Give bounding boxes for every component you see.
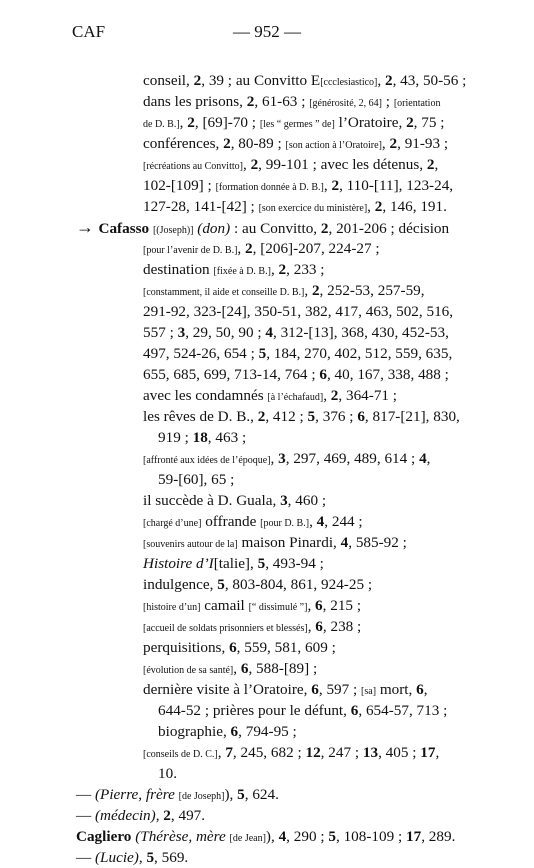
index-text: 655, 685, 699, 713-14, 764 ; [143, 366, 320, 383]
index-line [143, 322, 449, 343]
index-line [143, 616, 361, 639]
index-text: 2 [163, 807, 171, 824]
index-text: les rêves de D. B., [143, 408, 258, 425]
index-text: 5 [257, 555, 266, 572]
index-text: 5 [307, 408, 316, 425]
index-text: , 597 ; [318, 681, 362, 698]
index-text: , 184, 270, 402, 512, 559, 635, [266, 345, 453, 362]
index-text: , [323, 387, 331, 404]
index-text: 557 ; [143, 324, 178, 341]
index-text: , 244 ; [324, 513, 363, 530]
index-text: avec les condamnés [143, 387, 268, 404]
index-text: , 80-89 ; [230, 135, 286, 152]
index-line [158, 700, 447, 721]
index-text: , 817-[21], 830, [364, 408, 460, 425]
index-line [158, 763, 177, 784]
index-text: , [138, 849, 147, 866]
index-line [143, 595, 361, 618]
index-text: mort, [376, 681, 417, 698]
index-text: perquisitions, [143, 639, 230, 656]
index-text: [(Joseph)] [152, 225, 194, 236]
index-text: , 569. [154, 849, 189, 866]
index-text: , 61-63 ; [254, 93, 310, 110]
index-text: 2 [406, 114, 414, 131]
index-line [143, 343, 452, 364]
index-text: — [76, 786, 95, 803]
index-text: , 585-92 ; [348, 534, 407, 551]
index-text: de D. B.] [143, 119, 180, 130]
index-line [76, 826, 455, 849]
index-line [143, 532, 407, 555]
index-line [143, 742, 439, 765]
index-text: [son exercice du ministère] [258, 203, 368, 214]
index-line [143, 259, 325, 282]
index-line [143, 658, 317, 681]
index-text: [de Joseph] [178, 791, 225, 802]
index-text: 2 [246, 93, 255, 110]
index-text: 13 [362, 744, 379, 761]
index-text: 6 [229, 639, 237, 656]
index-line [143, 679, 428, 702]
index-line [143, 154, 438, 177]
index-text: 4 [265, 324, 273, 341]
index-text: 6 [319, 366, 327, 383]
index-text: , 289. [421, 828, 456, 845]
index-text: 2 [250, 156, 259, 173]
index-line [143, 574, 372, 595]
index-line [143, 301, 453, 322]
index-line [143, 112, 444, 135]
index-text: , [233, 660, 241, 677]
index-text: [fixée à D. B.] [213, 266, 271, 277]
index-text: ), [224, 786, 238, 803]
index-text: [générosité, 2, 64] [309, 98, 382, 109]
index-text: [pour l’avenir de D. B.] [143, 245, 238, 256]
index-text: , [270, 450, 279, 467]
index-text: [récréations au Convitto] [143, 161, 243, 172]
index-text: , 29, 50, 90 ; [185, 324, 266, 341]
index-line [76, 784, 279, 807]
index-text: [évolution de sa santé] [143, 665, 234, 676]
index-text: , 43, 50-56 ; [392, 72, 467, 89]
index-text: , [435, 744, 440, 761]
index-line [143, 553, 324, 574]
index-text: 5 [258, 345, 267, 362]
index-text: , 245, 682 ; [232, 744, 306, 761]
index-line [143, 70, 466, 93]
index-text: 2 [384, 72, 393, 89]
index-text: dans les prisons, [143, 93, 247, 110]
index-text: , [206]-207, 224-27 ; [252, 240, 380, 257]
index-text: 6 [240, 660, 249, 677]
index-text: ; [381, 93, 394, 110]
index-line [143, 385, 397, 408]
index-text: 5 [146, 849, 155, 866]
index-text: , 290 ; [286, 828, 329, 845]
index-text: — [76, 807, 95, 824]
index-line [143, 448, 430, 471]
index-text: (médecin) [94, 807, 156, 824]
index-text: , [250, 555, 258, 572]
index-text: , 39 ; au Convitto E [201, 72, 321, 89]
index-text: , [434, 156, 439, 173]
index-text: 5 [217, 576, 225, 593]
index-line [143, 406, 460, 427]
index-text: 6 [350, 702, 359, 719]
index-text: dernière visite à l’Oratoire, [143, 681, 312, 698]
index-text: 2 [330, 387, 339, 404]
index-text: (Thérèse, mère [135, 828, 230, 845]
index-text: [accueil de soldats prisonniers et blessés] [143, 623, 308, 634]
index-text: , [323, 177, 332, 194]
index-text: (Pierre, frère [94, 786, 179, 803]
index-text: , [381, 135, 390, 152]
index-text: il succède à D. Guala, [143, 492, 281, 509]
index-text: , 238 ; [322, 618, 362, 635]
index-text: 12 [305, 744, 321, 761]
index-text: 59-[60], 65 ; [158, 471, 235, 488]
index-text: 2 [374, 198, 383, 215]
index-text: 6 [416, 681, 424, 698]
index-text: , 463 ; [207, 429, 247, 446]
index-text: , 40, 167, 338, 488 ; [326, 366, 449, 383]
index-text: Cafasso [98, 220, 150, 237]
index-line [143, 511, 363, 534]
index-text: , [155, 807, 164, 824]
index-text: [conseils de D. C.] [143, 749, 218, 760]
index-text: (don) [197, 220, 231, 237]
index-text: [chargé d’une] [143, 518, 202, 529]
index-text: offrande [201, 513, 261, 530]
index-text: 4 [340, 534, 349, 551]
index-line [143, 238, 380, 261]
index-line [158, 469, 234, 490]
index-text: — [76, 849, 95, 866]
index-text: [talie] [213, 555, 250, 572]
index-text: 644-52 ; prières pour le défunt, [158, 702, 351, 719]
index-text: 6 [315, 618, 323, 635]
index-text: , [270, 261, 279, 278]
index-text: , 803-804, 861, 924-25 ; [224, 576, 373, 593]
index-text: indulgence, [143, 576, 218, 593]
index-text: , [377, 72, 385, 89]
index-text: , [309, 513, 317, 530]
index-text: , 233 ; [286, 261, 325, 278]
index-text: , 312-[13], 368, 430, 452-53, [272, 324, 449, 341]
index-text: 5 [237, 786, 245, 803]
index-text: 7 [225, 744, 233, 761]
index-text: conférences, [143, 135, 224, 152]
index-text: , 110-[11], 123-24, [339, 177, 454, 194]
index-text: , [179, 114, 188, 131]
index-text: , 99-101 ; avec les détenus, [258, 156, 427, 173]
index-text: , 624. [244, 786, 279, 803]
index-text: 4 [316, 513, 325, 530]
index-text: , 412 ; [265, 408, 308, 425]
index-text: 6 [230, 723, 239, 740]
index-text: 2 [278, 261, 287, 278]
index-text: Histoire d’I [143, 555, 214, 572]
index-text: 2 [223, 135, 231, 152]
index-text: , [237, 240, 246, 257]
index-text: [son action à l’Oratoire] [285, 140, 382, 151]
index-text: , 252-53, 257-59, [319, 282, 425, 299]
index-text: , [307, 597, 316, 614]
index-line [143, 133, 448, 156]
index-text: , 497. [170, 807, 206, 824]
index-text: , 460 ; [287, 492, 327, 509]
index-text: , [217, 744, 226, 761]
index-text: 2 [187, 114, 195, 131]
index-text: [affronté aux idées de l’époque] [143, 455, 271, 466]
index-text: , 108-109 ; [335, 828, 406, 845]
index-text: 3 [280, 492, 288, 509]
index-text: [souvenirs autour de la] [143, 539, 238, 550]
index-text: 291-92, 323-[24], 350-51, 382, 417, 463, 502, 516, [143, 303, 454, 320]
index-text: 3 [278, 450, 286, 467]
index-text: 6 [315, 597, 323, 614]
index-text: maison Pinardi, [237, 534, 341, 551]
index-text: 3 [177, 324, 186, 341]
index-text: , 75 ; [413, 114, 445, 131]
index-line [143, 175, 453, 198]
index-text: , 247 ; [320, 744, 363, 761]
index-text: [de Jean] [229, 833, 266, 844]
index-text: [pour D. B.] [260, 518, 310, 529]
index-text: 2 [257, 408, 266, 425]
index-line [143, 196, 447, 219]
page-number: — 952 — [233, 22, 301, 41]
index-text: [orientation [393, 98, 441, 109]
index-text: , [426, 450, 431, 467]
index-text: biographie, [158, 723, 231, 740]
index-text: 5 [328, 828, 336, 845]
index-text: , 364-71 ; [338, 387, 398, 404]
index-text: 4 [419, 450, 427, 467]
index-text: , 146, 191. [382, 198, 447, 215]
index-text: 2 [331, 177, 340, 194]
index-text: , [307, 618, 316, 635]
index-text: conseil, [143, 72, 194, 89]
index-text: destination [143, 261, 214, 278]
index-text: 6 [311, 681, 319, 698]
index-text: 102-[109] ; [143, 177, 216, 194]
index-text: 2 [311, 282, 320, 299]
index-line [143, 364, 449, 385]
index-text: 6 [357, 408, 365, 425]
index-line [143, 280, 425, 303]
index-line [143, 91, 440, 114]
index-text: 2 [193, 72, 202, 89]
index-text: , [304, 282, 312, 299]
index-line [76, 847, 188, 868]
index-text: , 201-206 ; décision [328, 220, 450, 237]
index-text: 127-28, 141-[42] ; [143, 198, 259, 215]
index-text: 17 [406, 828, 422, 845]
index-text: , 493-94 ; [265, 555, 324, 572]
index-text: [les “ germes ” de] [259, 119, 335, 130]
index-text: , 405 ; [378, 744, 421, 761]
index-text: 2 [245, 240, 253, 257]
running-head: CAF [72, 22, 106, 41]
index-text: 2 [389, 135, 398, 152]
index-text: 4 [278, 828, 287, 845]
index-text: , [367, 198, 375, 215]
index-text: , [423, 681, 428, 698]
index-line [143, 637, 336, 658]
index-text: 18 [192, 429, 208, 446]
index-text: [histoire d’un] [143, 602, 201, 613]
index-text: , 297, 469, 489, 614 ; [285, 450, 420, 467]
arrow-icon: → [76, 217, 99, 237]
index-text: [formation donnée à D. B.] [215, 182, 324, 193]
index-text: , 794-95 ; [238, 723, 297, 740]
index-line [76, 805, 205, 826]
index-text: , 91-93 ; [397, 135, 449, 152]
index-text: , 559, 581, 609 ; [236, 639, 336, 656]
index-text: [sa] [361, 686, 377, 697]
index-text: Cagliero [76, 828, 132, 845]
index-text: , 654-57, 713 ; [358, 702, 448, 719]
index-text: 2 [426, 156, 435, 173]
index-text: 10. [158, 765, 177, 782]
index-text: , 588-[89] ; [248, 660, 318, 677]
index-text: 17 [420, 744, 436, 761]
index-text: [à l’échafaud] [267, 392, 324, 403]
page-header [0, 22, 534, 46]
index-line [158, 721, 297, 742]
index-line [158, 427, 246, 448]
index-text: l’Oratoire, [334, 114, 407, 131]
index-text: 497, 524-26, 654 ; [143, 345, 259, 362]
index-text: : au Convitto, [230, 220, 321, 237]
index-text: , [242, 156, 251, 173]
index-text: 919 ; [158, 429, 193, 446]
index-text: camail [200, 597, 249, 614]
index-text: 2 [320, 220, 329, 237]
index-text: (Lucie) [94, 849, 139, 866]
index-text: [ccclesiastico] [320, 77, 378, 88]
index-text: ), [265, 828, 279, 845]
index-text: , 215 ; [322, 597, 362, 614]
index-text: [“ dissimulé ”] [248, 602, 308, 613]
index-text: , [69]-70 ; [194, 114, 260, 131]
index-line [143, 490, 326, 511]
index-text: , 376 ; [315, 408, 358, 425]
index-text: [constamment, il aide et conseille D. B.] [143, 287, 305, 298]
